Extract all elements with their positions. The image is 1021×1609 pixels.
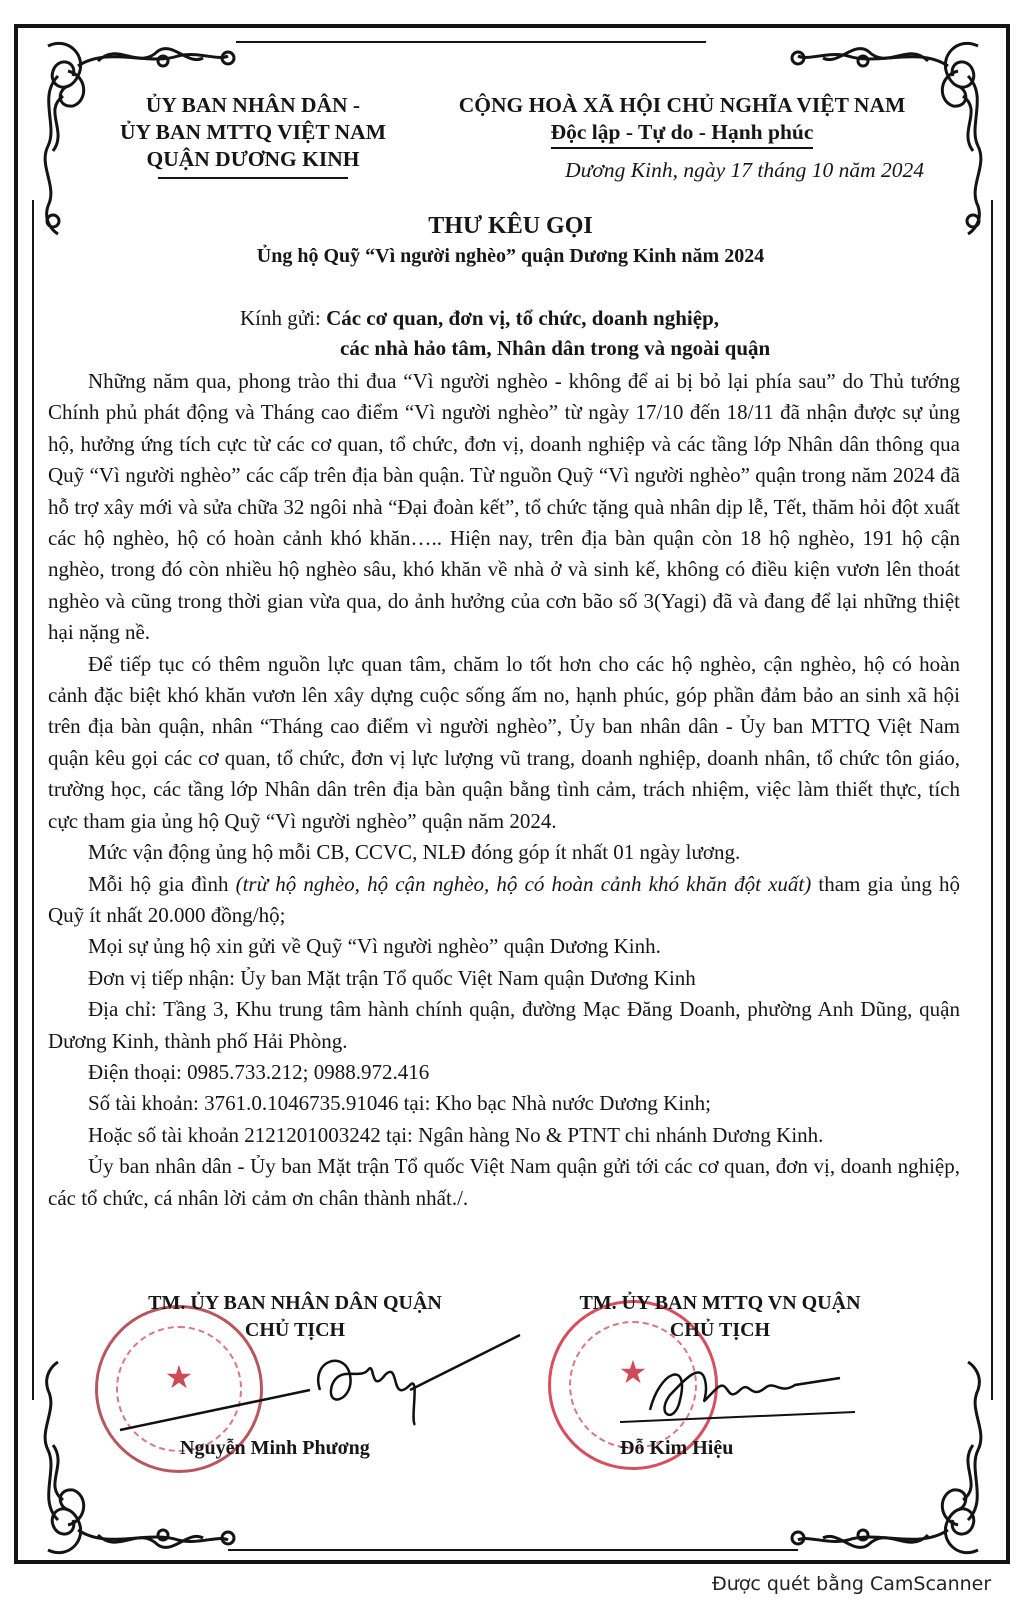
recipients-line: các nhà hảo tâm, Nhân dân trong và ngoài quận [340,336,771,360]
recipients-line: Các cơ quan, đơn vị, tổ chức, doanh nghiệp, [326,306,720,330]
signer-org: TM. ỦY BAN NHÂN DÂN QUẬN [148,1292,442,1314]
closing-thanks: Ủy ban nhân dân - Ủy ban Mặt trận Tổ quốc Việt Nam quận gửi tới các cơ quan, đơn vị, doanh nghiệp, các tổ chức, cá nhân lời cảm ơn chân thành nhất./. [48,1154,960,1210]
signer-role: CHỦ TỊCH [669,1319,771,1341]
border-rule-right [991,200,993,1400]
paragraph: Để tiếp tục có thêm nguồn lực quan tâm, chăm lo tốt hơn cho các hộ nghèo, cận nghèo, hộ có hoàn cảnh đặc biệt khó khăn vươn lên xây dựng cuộc sống ấm no, hạnh phúc, góp phần đảm bảo an sinh xã hội trên địa bàn quận, nhân “Tháng cao điểm vì người nghèo”, Ủy ban nhân dân - Ủy ban MTTQ Việt Nam quận kêu gọi các cơ quan, tổ chức, đơn vị lực lượng vũ trang, doanh nghiệp, doanh nhân, tổ chức tôn giáo, trường học, các tầng lớp Nhân dân trên địa bàn quận bằng tình cảm, trách nhiệm, việc làm thiết thực, tích cực tham gia ủng hộ Quỹ “Vì người nghèo” quận năm 2024. [48,651,960,833]
authority-line: ỦY BAN NHÂN DÂN - [145,93,361,117]
national-motto: Độc lập - Tự do - Hạnh phúc [551,119,814,149]
recipients [240,303,960,363]
signer-role: CHỦ TỊCH [244,1319,346,1341]
paragraph: Mọi sự ủng hộ xin gửi về Quỹ “Vì người nghèo” quận Dương Kinh. [88,934,661,959]
authority-underline [158,177,348,179]
paragraph-text: Mỗi hộ gia đình [88,871,236,896]
signer-org: TM. ỦY BAN MTTQ VN QUẬN [579,1292,861,1314]
seal-star-icon: ★ [164,1359,194,1395]
paragraph: Những năm qua, phong trào thi đua “Vì người nghèo - không để ai bị bỏ lại phía sau” do Thủ tướng Chính phủ phát động và Tháng cao điểm “Vì người nghèo” từ ngày 17/10 đến 18/11 đã nhận được sự ủng hộ, hưởng ứng tích cực từ các cơ quan, tổ chức, đơn vị, doanh nghiệp và các tầng lớp Nhân dân thông qua Quỹ “Vì người nghèo” các cấp trên địa bàn quận. Từ nguồn Quỹ “Vì người nghèo” quận trong năm 2024 đã hỗ trợ xây mới và sửa chữa 32 ngôi nhà “Đại đoàn kết”, tổ chức tặng quà nhân dịp lễ, Tết, thăm hỏi đột xuất các hộ nghèo, hộ có hoàn cảnh khó khăn….. Hiện nay, trên địa bàn quận còn 18 hộ nghèo, 191 hộ cận nghèo, trong đó còn nhiều hộ nghèo sâu, khó khăn về nhà ở và sinh kế, không có điều kiện vươn lên thoát nghèo và cũng trong thời gian vừa qua, do ảnh hưởng của cơn bão số 3(Yagi) đã và đang để lại những thiệt hại nặng nề. [48,369,960,645]
document-title: THƯ KÊU GỌI [428,213,593,239]
address: Địa chỉ: Tầng 3, Khu trung tâm hành chính quận, đường Mạc Đăng Doanh, phường Anh Dũng, quận Dương Kinh, thành phố Hải Phòng. [48,997,960,1053]
phone-numbers: Điện thoại: 0985.733.212; 0988.972.416 [88,1059,430,1084]
recipients-label: Kính gửi: [240,306,327,330]
issuing-authority [88,92,418,179]
paragraph: Mức vận động ủng hộ mỗi CB, CCVC, NLĐ đóng góp ít nhất 01 ngày lương. [88,840,741,865]
authority-line: ỦY BAN MTTQ VIỆT NAM [120,120,386,144]
authority-line: QUẬN DƯƠNG KINH [146,147,360,171]
signature-block-right [555,1290,885,1344]
nation-name: CỘNG HOÀ XÃ HỘI CHỦ NGHĨA VIỆT NAM [458,93,906,117]
paragraph [48,869,960,932]
paragraph-italic-note: (trừ hộ nghèo, hộ cận nghèo, hộ có hoàn cảnh khó khăn đột xuất) [235,871,812,896]
bank-account-2: Hoặc số tài khoản 2121201003242 tại: Ngân hàng No & PTNT chi nhánh Dương Kinh. [88,1122,824,1147]
handwritten-signature-icon [620,1350,860,1430]
document-subtitle: Ủng hộ Quỹ “Vì người nghèo” quận Dương Kinh năm 2024 [256,245,765,267]
letter-body [48,366,960,1214]
national-header [432,92,932,184]
seal-star-icon: ★ [618,1354,648,1390]
signer-name: Nguyễn Minh Phương [180,1437,370,1459]
scanner-watermark: Được quét bằng CamScanner [712,1573,992,1595]
handwritten-signature-icon [110,1330,530,1440]
signer-name: Đỗ Kim Hiệu [620,1437,734,1459]
border-rule-left [32,200,34,1400]
border-rule-top [236,41,706,43]
receiving-unit: Đơn vị tiếp nhận: Ủy ban Mặt trận Tổ quốc Việt Nam quận Dương Kinh [88,965,696,990]
document-date: Dương Kinh, ngày 17 tháng 10 năm 2024 [565,158,924,182]
bank-account-1: Số tài khoản: 3761.0.1046735.91046 tại: Kho bạc Nhà nước Dương Kinh; [88,1091,711,1116]
paragraph-text: tham gia ủng hộ Quỹ ít nhất 20.000 đồng/hộ; [48,871,960,927]
border-rule-bottom [228,1549,798,1551]
